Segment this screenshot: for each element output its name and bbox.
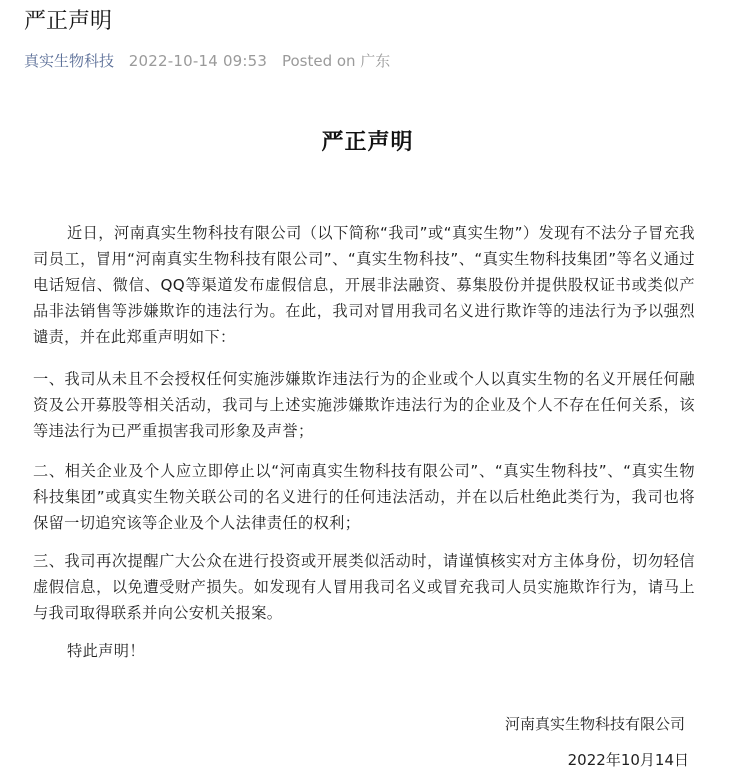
publish-time: 2022-10-14 09:53 — [128, 52, 268, 70]
statement-paragraph-intro: 近日，河南真实生物科技有限公司（以下简称“我司”或“真实生物”）发现有不法分子冒充我司员工，冒用“河南真实生物科技有限公司”、“真实生物科技”、“真实生物科技集团”等名义通过电话短信、微信、QQ等渠道发布虚假信息，开展非法融资、募集股份并提供股权证书或类似产品非法销售等涉嫌欺诈的违法行为。在此，我司对冒用我司名义进行欺诈等的违法行为予以强烈谴责，并在此郑重声明如下： — [33, 224, 695, 346]
signature-date: 2022年10月14日 — [567, 751, 689, 769]
statement-heading: 严正声明 — [321, 130, 414, 155]
posted-location: Posted on 广东 — [281, 52, 391, 70]
statement-paragraph-1: 一、我司从未且不会授权任何实施涉嫌欺诈违法行为的企业或个人以真实生物的名义开展任何融资及公开募股等相关活动，我司与上述实施涉嫌欺诈违法行为的企业及个人不存在任何关系，该等违法行为已严重损害我司形象及声誉； — [33, 370, 695, 440]
statement-closing: 特此声明！ — [67, 642, 145, 660]
article-title: 严正声明 — [24, 9, 113, 34]
author-link[interactable]: 真实生物科技 — [24, 52, 115, 70]
article-meta — [24, 50, 390, 72]
statement-paragraph-3: 三、我司再次提醒广大公众在进行投资或开展类似活动时，请谨慎核实对方主体身份，切勿轻信虚假信息，以免遭受财产损失。如发现有人冒用我司名义或冒充我司人员实施欺诈行为，请马上与我司取得联系并向公安机关报案。 — [33, 552, 695, 622]
statement-paragraph-2: 二、相关企业及个人应立即停止以“河南真实生物科技有限公司”、“真实生物科技”、“真实生物科技集团”或真实生物关联公司的名义进行的任何违法活动，并在以后杜绝此类行为，我司也将保留一切追究该等企业及个人法律责任的权利； — [33, 462, 695, 532]
signature-company: 河南真实生物科技有限公司 — [504, 715, 685, 733]
